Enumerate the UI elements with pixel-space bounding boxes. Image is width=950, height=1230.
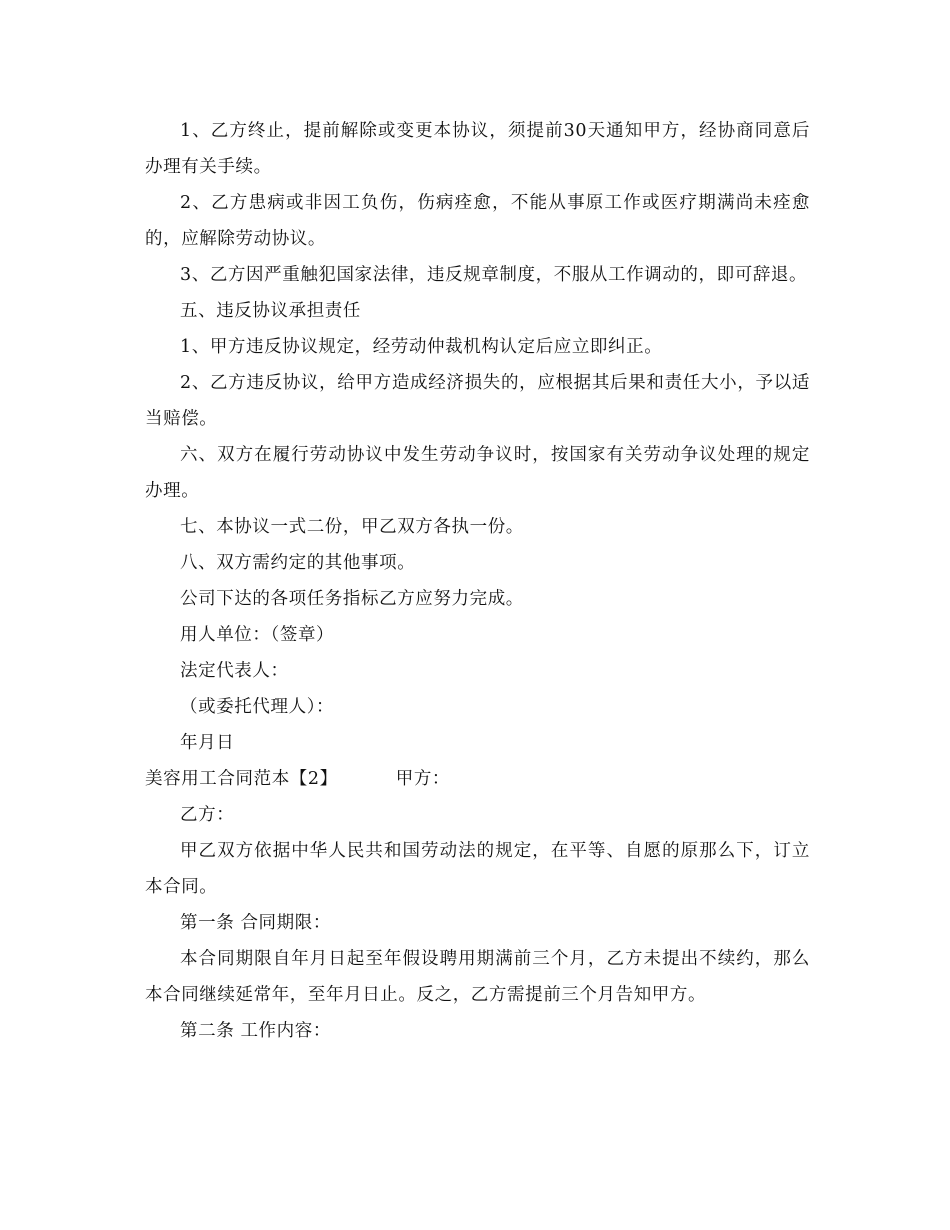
clause-2-illness: 2、乙方患病或非因工负伤，伤病痊愈，不能从事原工作或医疗期满尚未痊愈的，应解除劳动协议。 bbox=[145, 193, 810, 249]
section-5-heading: 五、违反协议承担责任 bbox=[180, 301, 361, 321]
section-8: 八、双方需约定的其他事项。 bbox=[180, 553, 416, 573]
clause-3-dismissal: 3、乙方因严重触犯国家法律，违反规章制度，不服从工作调动的，即可辞退。 bbox=[180, 265, 808, 285]
contract-preamble: 甲乙双方依据中华人民共和国劳动法的规定，在平等、自愿的原那么下，订立本合同。 bbox=[145, 841, 810, 897]
article-1-heading: 第一条 合同期限： bbox=[180, 913, 331, 933]
section-6: 六、双方在履行劳动协议中发生劳动争议时，按国家有关劳动争议处理的规定办理。 bbox=[145, 445, 810, 501]
article-1-body: 本合同期限自年月日起至年假设聘用期满前三个月，乙方未提出不续约，那么本合同继续延常年，至年月日止。反之，乙方需提前三个月告知甲方。 bbox=[145, 949, 810, 1005]
section-7: 七、本协议一式二份，甲乙双方各执一份。 bbox=[180, 517, 524, 537]
legal-representative-line: 法定代表人： bbox=[180, 661, 289, 681]
employer-signature-line: 用人单位：（签章） bbox=[180, 625, 335, 645]
document-body bbox=[145, 113, 810, 1049]
article-2-heading: 第二条 工作内容： bbox=[180, 1021, 331, 1041]
section-5-item-2: 2、乙方违反协议，给甲方造成经济损失的，应根据其后果和责任大小，予以适当赔偿。 bbox=[145, 373, 810, 429]
clause-1-termination: 1、乙方终止，提前解除或变更本协议，须提前30天通知甲方，经协商同意后办理有关手续。 bbox=[145, 121, 810, 177]
contract-title-line bbox=[145, 761, 810, 797]
task-note: 公司下达的各项任务指标乙方应努力完成。 bbox=[180, 589, 524, 609]
contract-title: 美容用工合同范本【2】 bbox=[145, 769, 338, 789]
party-a-label: 甲方： bbox=[395, 769, 451, 789]
agent-line: （或委托代理人）： bbox=[180, 697, 335, 717]
section-5-item-1: 1、甲方违反协议规定，经劳动仲裁机构认定后应立即纠正。 bbox=[180, 337, 663, 357]
party-b-label: 乙方： bbox=[180, 805, 235, 825]
date-line: 年月日 bbox=[180, 733, 235, 753]
